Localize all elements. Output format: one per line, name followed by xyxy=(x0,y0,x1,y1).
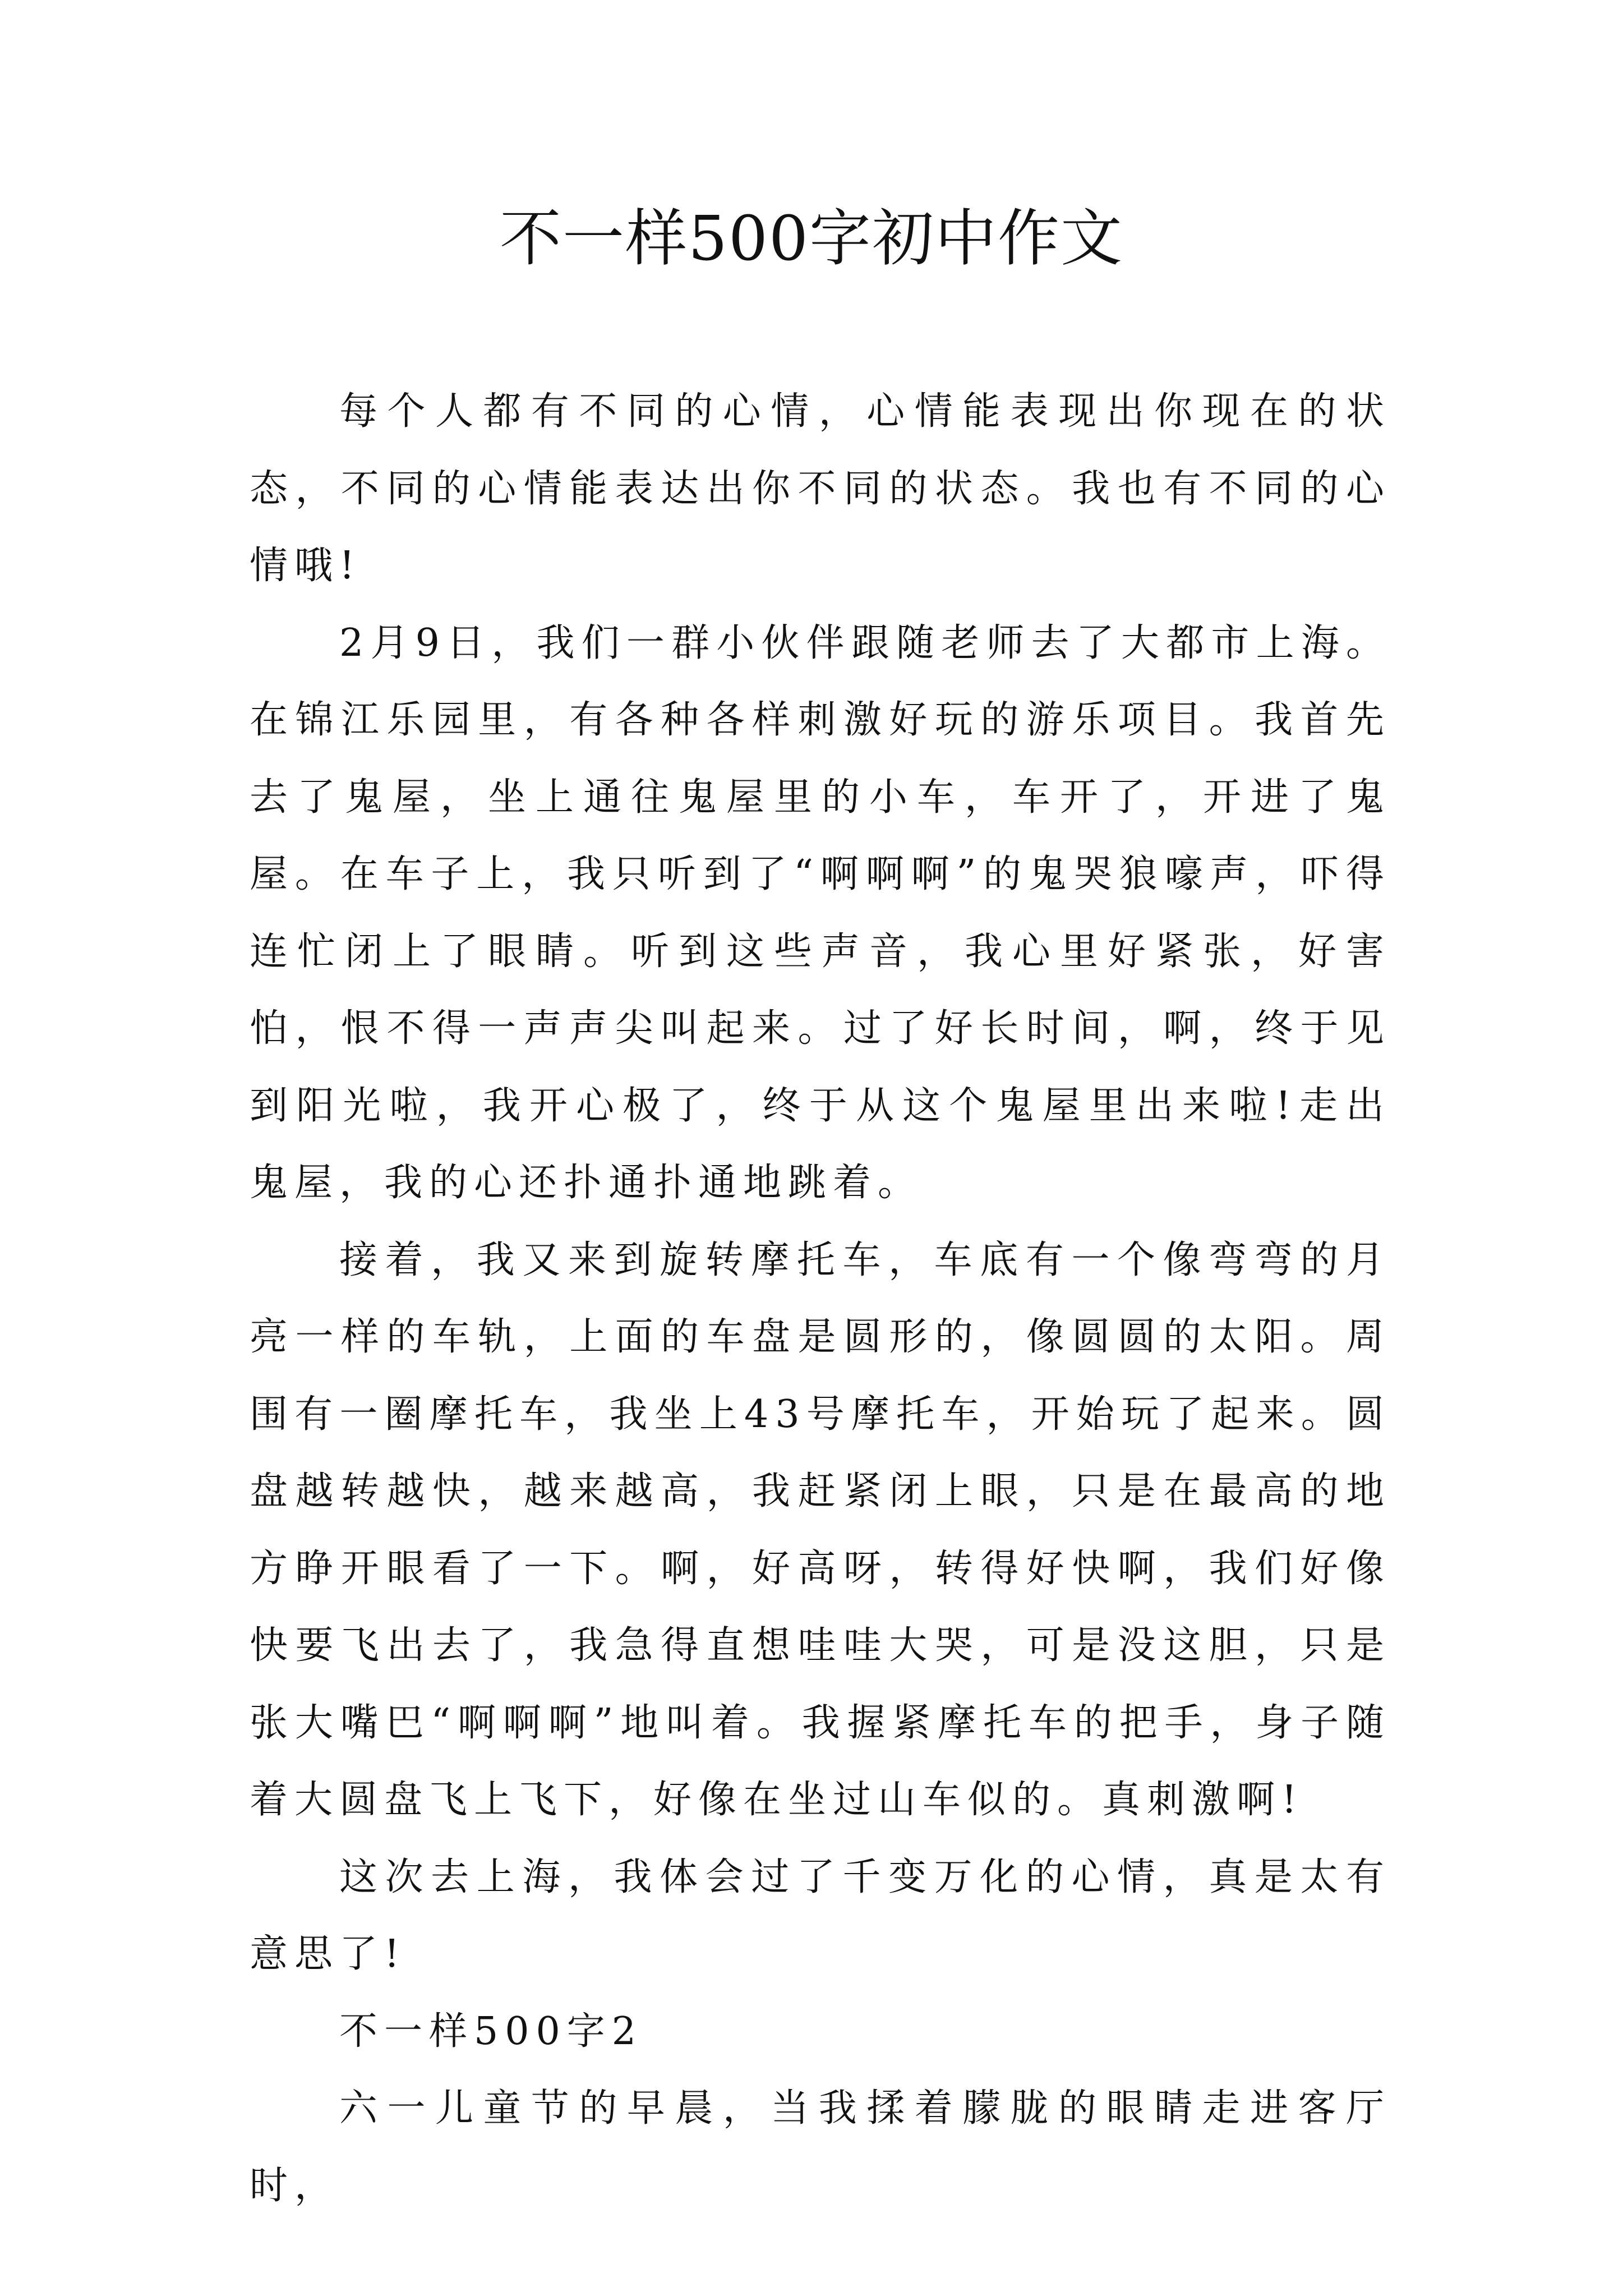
paragraph-conclusion: 这次去上海，我体会过了千变万化的心情，真是太有意思了! xyxy=(250,1855,1391,1976)
paragraph-childrens-day: 六一儿童节的早晨，当我揉着朦胧的眼睛走进客厅时， xyxy=(250,2086,1391,2208)
paragraph-haunted-house: 2月9日，我们一群小伙伴跟随老师去了大都市上海。在锦江乐园里，有各种各样刺激好玩的游乐项目。我首先去了鬼屋，坐上通往鬼屋里的小车，车开了，开进了鬼屋。在车子上，我只听到了“啊啊啊”的鬼哭狼嚎声，吓得连忙闭上了眼睛。听到这些声音，我心里好紧张，好害怕，恨不得一声声尖叫起来。过了好长时间，啊，终于见到阳光啦，我开心极了，终于从这个鬼屋里出来啦!走出鬼屋，我的心还扑通扑通地跳着。 xyxy=(250,620,1391,1205)
document-body xyxy=(250,373,1391,2224)
section-heading-2: 不一样500字2 xyxy=(339,2009,643,2054)
paragraph-intro: 每个人都有不同的心情，心情能表现出你现在的状态，不同的心情能表达出你不同的状态。我也有不同的心情哦! xyxy=(250,389,1391,588)
paragraph-rotating-motorcycle: 接着，我又来到旋转摩托车，车底有一个像弯弯的月亮一样的车轨，上面的车盘是圆形的，像圆圆的太阳。周围有一圈摩托车，我坐上43号摩托车，开始玩了起来。圆盘越转越快，越来越高，我赶紧闭上眼，只是在最高的地方睁开眼看了一下。啊，好高呀，转得好快啊，我们好像快要飞出去了，我急得直想哇哇大哭，可是没这胆，只是张大嘴巴“啊啊啊”地叫着。我握紧摩托车的把手，身子随着大圆盘飞上飞下，好像在坐过山车似的。真刺激啊! xyxy=(250,1237,1391,1822)
document-title: 不一样500字初中作文 xyxy=(500,203,1123,274)
